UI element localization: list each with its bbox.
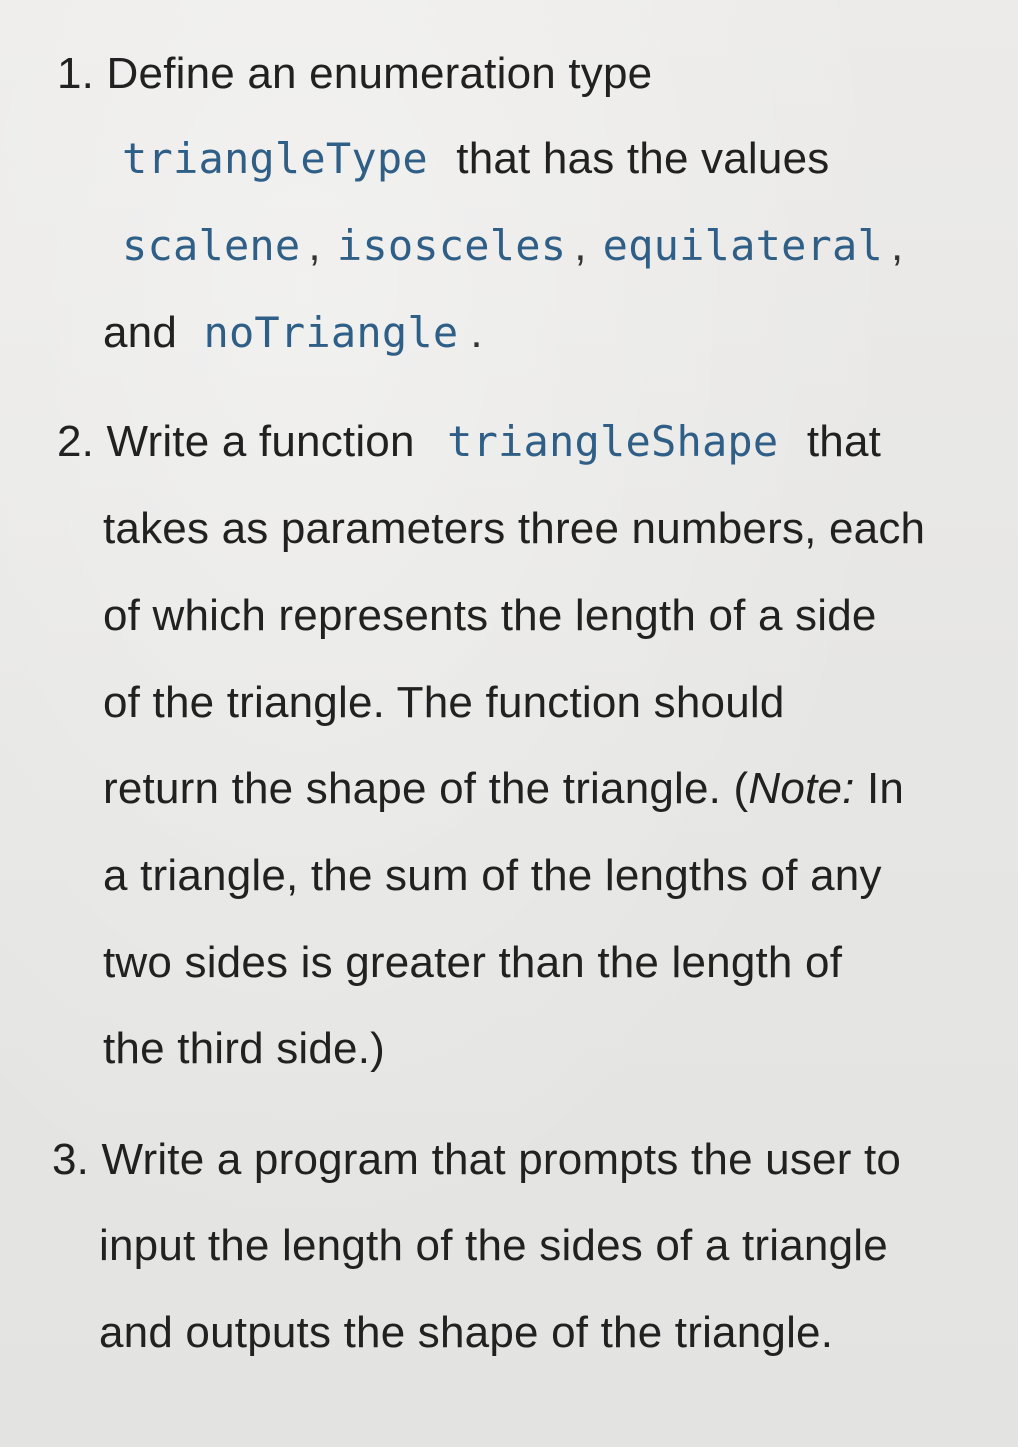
- enum-value-isosceles: isosceles: [336, 221, 567, 270]
- enum-type-name: triangleType: [122, 134, 428, 183]
- item-2-line-2: takes as parameters three numbers, each: [103, 504, 926, 553]
- item-2-line-8: the third side.): [103, 1024, 386, 1073]
- enum-value-scalene: scalene: [122, 221, 301, 270]
- comma: ,: [891, 221, 904, 270]
- item-2-after-function: that: [806, 417, 882, 466]
- note-label: Note:: [748, 764, 855, 813]
- item-2-line-3: of which represents the length of a side: [103, 591, 877, 640]
- item-2-number: 2.: [57, 417, 95, 466]
- enum-value-equilateral: equilateral: [602, 221, 884, 270]
- item-1-after-enum: that has the values: [456, 134, 830, 183]
- item-3-text-1: Write a program that prompts the user to: [101, 1135, 902, 1184]
- item-2-line-7: two sides is greater than the length of: [103, 938, 843, 987]
- item-2-line-1: [57, 416, 881, 468]
- period: .: [470, 308, 483, 357]
- item-3-line-2: input the length of the sides of a triangle: [99, 1221, 888, 1270]
- item-2-line-6: a triangle, the sum of the lengths of any: [103, 851, 882, 900]
- note-after: In: [854, 764, 905, 813]
- item-1-line-2: [120, 133, 829, 185]
- comma: ,: [308, 221, 321, 270]
- item-1-and: and: [103, 308, 178, 357]
- item-2-lead: Write a function: [106, 417, 415, 466]
- item-1-lead: Define an enumeration type: [106, 49, 653, 98]
- item-2-line-4: of the triangle. The function should: [103, 678, 785, 727]
- item-3-line-3: and outputs the shape of the triangle.: [99, 1308, 834, 1357]
- function-name: triangleShape: [447, 417, 779, 466]
- item-1-line-4: [103, 307, 483, 359]
- item-1-number: 1.: [57, 49, 95, 98]
- item-3-line-1: [52, 1134, 901, 1186]
- item-3-number: 3.: [52, 1135, 90, 1184]
- item-2-return-text: return the shape of the triangle. (: [103, 764, 749, 813]
- item-2-line-5: [103, 763, 904, 815]
- item-1-line-1: [57, 48, 652, 100]
- enum-value-notriangle: noTriangle: [203, 308, 459, 357]
- item-1-line-3: [120, 220, 903, 272]
- comma: ,: [574, 221, 587, 270]
